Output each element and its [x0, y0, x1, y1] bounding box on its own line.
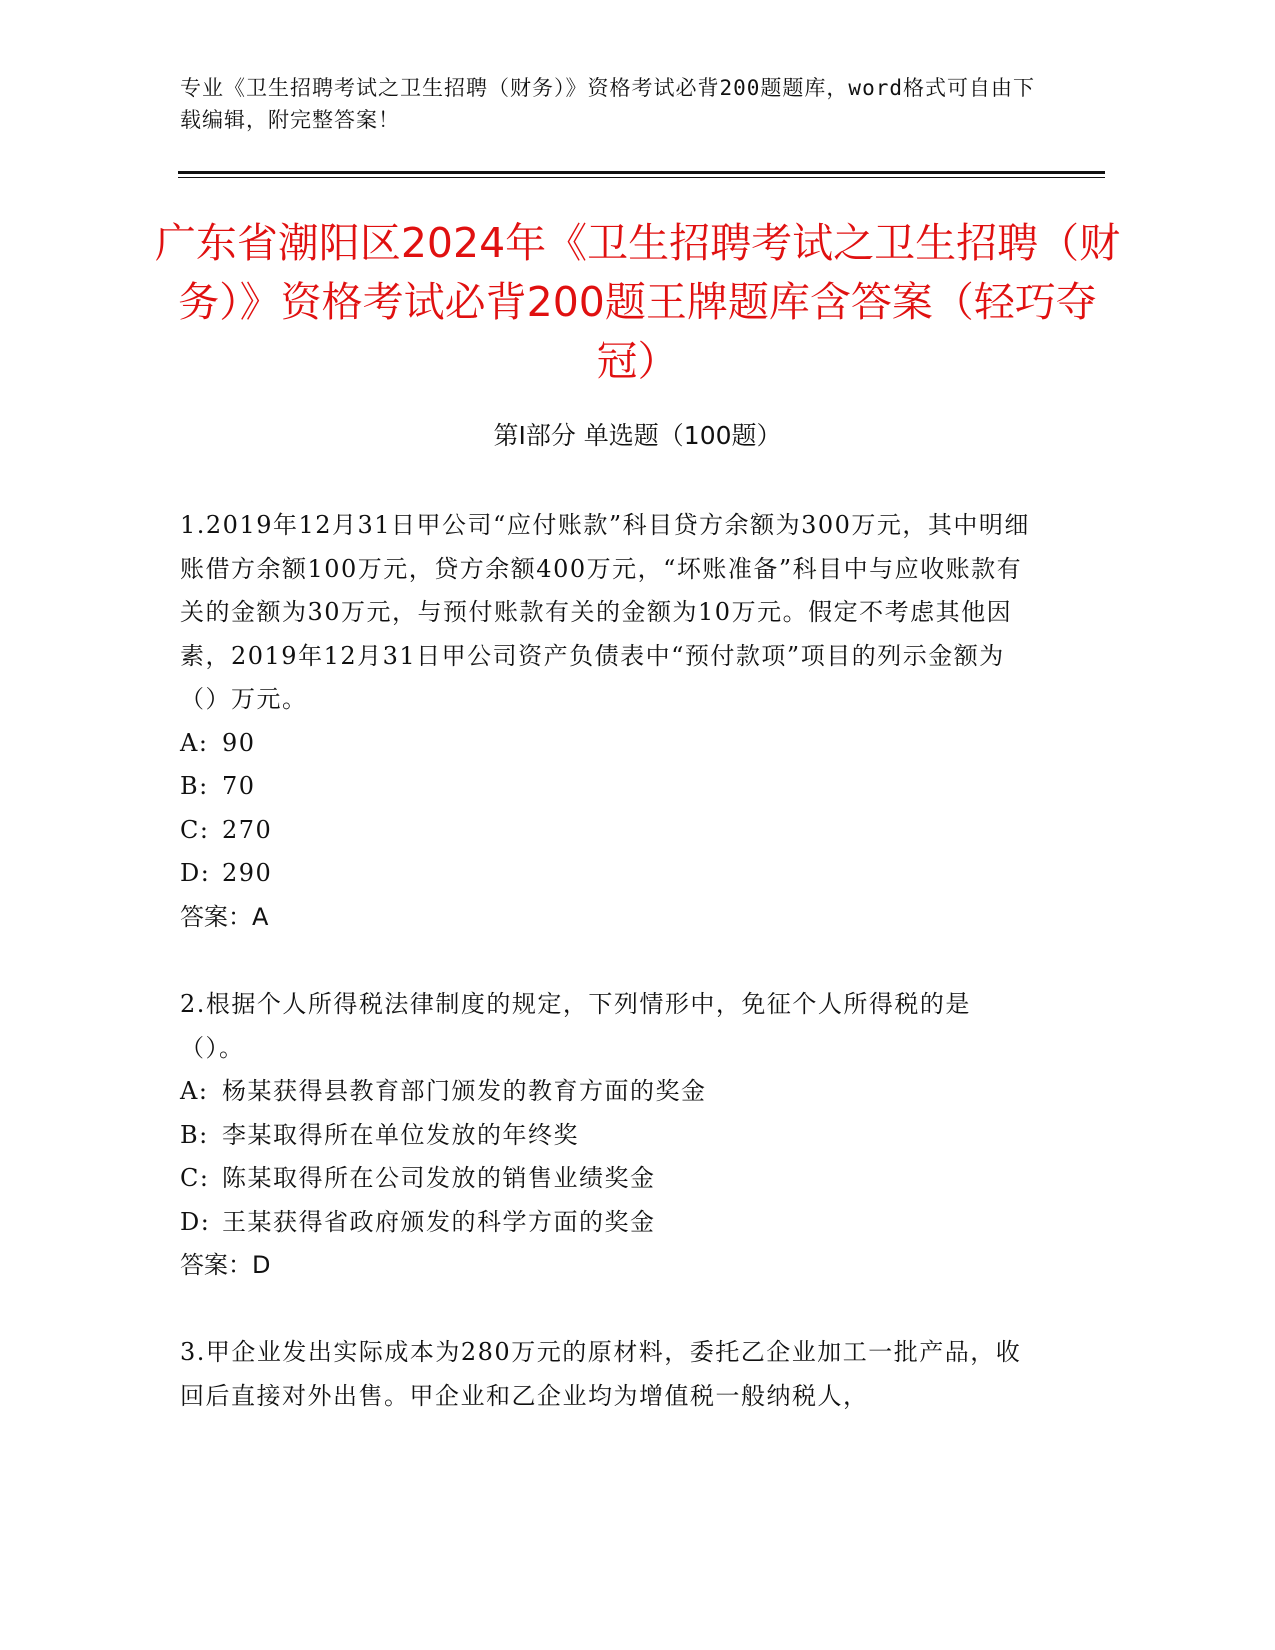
option-b: [180, 765, 1030, 809]
option-key: A:: [180, 1077, 209, 1105]
option-text: 90: [222, 728, 256, 757]
option-text: 杨某获得县教育部门颁发的教育方面的奖金: [222, 1077, 707, 1105]
option-key: A:: [180, 728, 209, 757]
option-key: D:: [180, 1207, 211, 1236]
option-d: [180, 1201, 1030, 1245]
header-note: 专业《卫生招聘考试之卫生招聘（财务）》资格考试必背200题题库，word格式可自由下载编辑，附完整答案！: [180, 76, 1035, 132]
option-key: D:: [180, 859, 211, 887]
option-text: 290: [222, 859, 273, 887]
option-key: B:: [180, 1120, 209, 1149]
section-title: 第Ⅰ部分 单选题（100题）: [493, 421, 782, 450]
option-b: [180, 1114, 1030, 1158]
document-title: 广东省潮阳区2024年《卫生招聘考试之卫生招聘（财务）》资格考试必背200题王牌题库含答案（轻巧夺冠）: [154, 219, 1121, 385]
answer: 答案：D: [180, 1251, 271, 1279]
question-2: [180, 983, 1030, 1288]
option-text: 陈某取得所在公司发放的销售业绩奖金: [222, 1164, 656, 1192]
option-text: 王某获得省政府颁发的科学方面的奖金: [222, 1207, 656, 1236]
question-3: [180, 1331, 1030, 1418]
option-a: [180, 722, 1030, 766]
option-key: C:: [180, 815, 210, 844]
answer: 答案：A: [180, 902, 269, 931]
question-stem: 2.根据个人所得税法律制度的规定，下列情形中，免征个人所得税的是（）。: [180, 990, 971, 1062]
option-text: 70: [222, 772, 256, 800]
question-1: [180, 504, 1030, 939]
option-key: B:: [180, 772, 209, 800]
option-key: C:: [180, 1164, 210, 1192]
question-stem: 1.2019年12月31日甲公司“应付账款”科目贷方余额为300万元，其中明细账借方余额100万元，贷方余额400万元，“坏账准备”科目中与应收账款有关的金额为30万元，与预付账款有关的金额为10万元。假定不考虑其他因素，2019年12月31日甲公司资产负债表中“预付款项”项目的列示金额为（）万元。: [180, 511, 1030, 713]
option-c: [180, 1157, 1030, 1201]
header-divider-thick: [178, 171, 1105, 174]
option-text: 李某取得所在单位发放的年终奖: [222, 1120, 579, 1149]
question-stem: 3.甲企业发出实际成本为280万元的原材料，委托乙企业加工一批产品，收回后直接对外出售。甲企业和乙企业均为增值税一般纳税人，: [180, 1338, 1022, 1410]
option-a: [180, 1070, 1030, 1114]
header-divider-thin: [178, 177, 1105, 178]
option-text: 270: [222, 815, 273, 844]
option-d: [180, 852, 1030, 896]
option-c: [180, 809, 1030, 853]
